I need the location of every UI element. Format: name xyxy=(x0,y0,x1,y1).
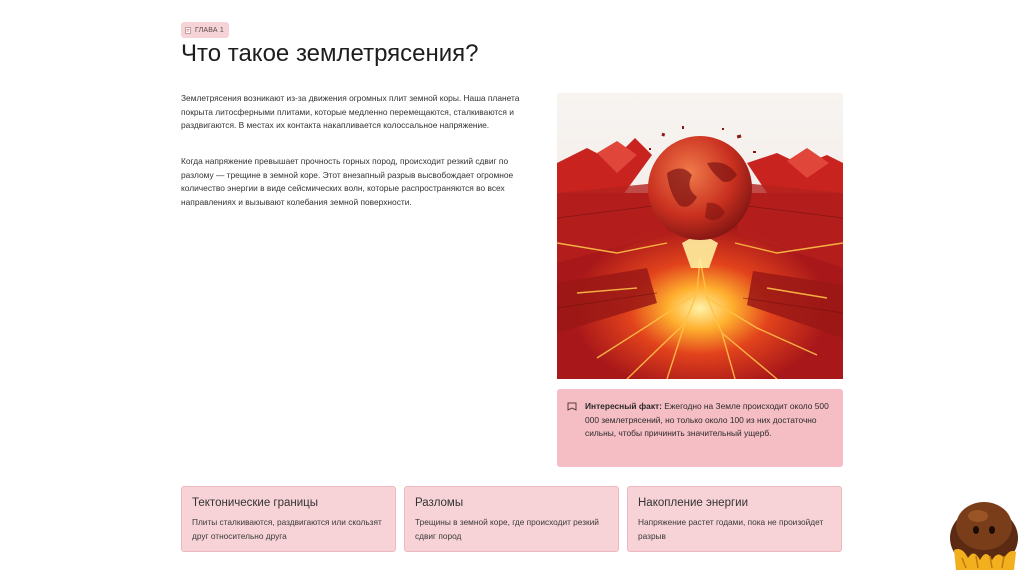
card-faults xyxy=(404,486,619,552)
earthquake-volcano-illustration xyxy=(557,93,843,379)
card-energy-accumulation xyxy=(627,486,842,552)
card-text: Трещины в земной коре, где происходит резкий сдвиг пород xyxy=(415,517,599,541)
mascot-character[interactable] xyxy=(940,488,1024,574)
interesting-fact-box xyxy=(557,389,843,467)
fact-body: Ежегодно на Земле происходит около 500 000 землетрясений, но только около 100 из них достаточно сильны, чтобы причинить значительный ущерб. xyxy=(585,401,829,438)
card-text: Плиты сталкиваются, раздвигаются или скользят друг относительно друга xyxy=(192,517,382,541)
card-title: Тектонические границы xyxy=(192,497,319,509)
chapter-badge xyxy=(181,22,229,38)
intro-paragraph-1: Землетрясения возникают из-за движения огромных плит земной коры. Наша планета покрыта литосферными плитами, которые медленно перемещаются, сталкиваются и раздвигаются. В местах их контакта накапливается колоссальное напряжение. xyxy=(181,93,520,130)
bookmark-icon xyxy=(567,402,577,411)
fact-text xyxy=(585,400,835,441)
page-title: Что такое землетрясения? xyxy=(181,40,479,67)
document-icon xyxy=(185,27,191,34)
card-text: Напряжение растет годами, пока не произойдет разрыв xyxy=(638,517,824,541)
card-title: Разломы xyxy=(415,497,464,509)
card-title: Накопление энергии xyxy=(638,497,749,509)
chapter-label: ГЛАВА 1 xyxy=(195,26,225,34)
fact-label: Интересный факт: xyxy=(585,401,662,411)
card-tectonic-boundaries xyxy=(181,486,396,552)
intro-paragraph-2: Когда напряжение превышает прочность горных пород, происходит резкий сдвиг по разлому — трещине в земной коре. Этот внезапный разрыв высвобождает огромное количество энергии в виде сейсмических волн, которые распространяются во всех направлениях и вызывают колебания земной поверхности. xyxy=(181,156,514,207)
